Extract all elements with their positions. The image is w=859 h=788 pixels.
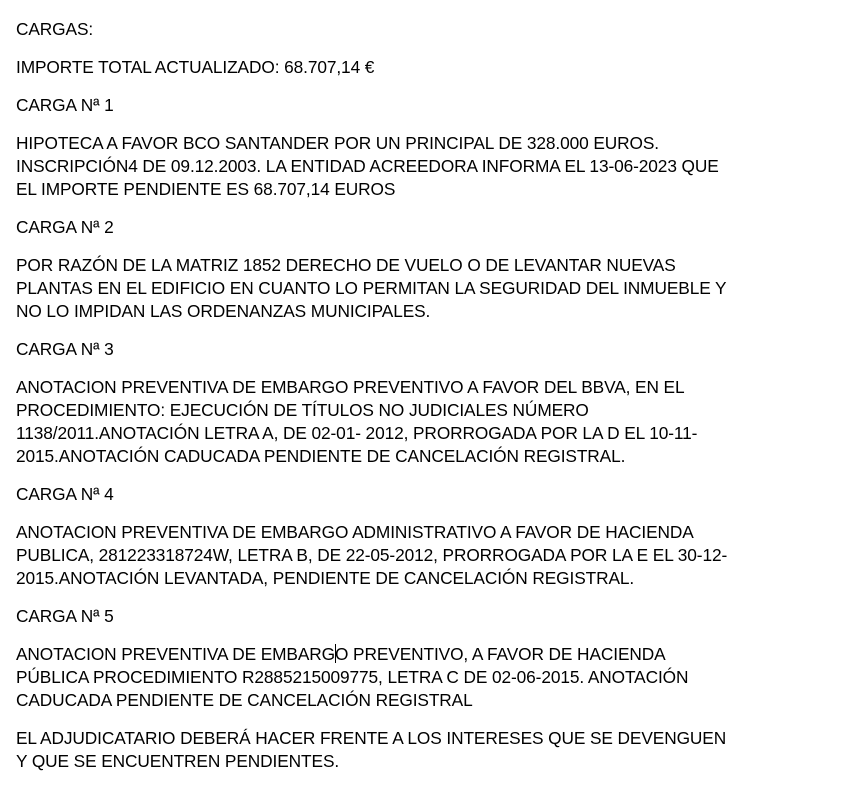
carga-1-line-2: INSCRIPCIÓN4 DE 09.12.2003. LA ENTIDAD ACREEDORA INFORMA EL 13-06-2023 QUE	[16, 156, 719, 176]
document-body[interactable]	[16, 18, 816, 788]
carga-1-line-1: HIPOTECA A FAVOR BCO SANTANDER POR UN PRINCIPAL DE 328.000 EUROS.	[16, 133, 660, 153]
importe-total: IMPORTE TOTAL ACTUALIZADO: 68.707,14 €	[16, 57, 375, 77]
carga-3-line-2: PROCEDIMIENTO: EJECUCIÓN DE TÍTULOS NO JUDICIALES NÚMERO	[16, 400, 589, 420]
carga-1-title: CARGA Nª 1	[16, 95, 114, 115]
carga-2-line-1: POR RAZÓN DE LA MATRIZ 1852 DERECHO DE VUELO O DE LEVANTAR NUEVAS	[16, 255, 676, 275]
carga-5-text	[16, 643, 816, 712]
carga-5-line-3: CADUCADA PENDIENTE DE CANCELACIÓN REGISTRAL	[16, 690, 473, 710]
carga-5-line-2: PÚBLICA PROCEDIMIENTO R2885215009775, LETRA C DE 02-06-2015. ANOTACIÓN	[16, 667, 689, 687]
carga-2-title: CARGA Nª 2	[16, 217, 114, 237]
carga-3-line-4: 2015.ANOTACIÓN CADUCADA PENDIENTE DE CANCELACIÓN REGISTRAL.	[16, 446, 626, 466]
carga-2-line-2: PLANTAS EN EL EDIFICIO EN CUANTO LO PERMITAN LA SEGURIDAD DEL INMUEBLE Y	[16, 278, 727, 298]
carga-5-line-1-before-cursor: ANOTACION PREVENTIVA DE EMBARG	[16, 644, 335, 664]
carga-2-text	[16, 254, 816, 323]
carga-5-title: CARGA Nª 5	[16, 606, 114, 626]
carga-5-line-1	[16, 643, 816, 666]
carga-3-line-1: ANOTACION PREVENTIVA DE EMBARGO PREVENTIVO A FAVOR DEL BBVA, EN EL	[16, 377, 685, 397]
carga-4-title: CARGA Nª 4	[16, 484, 114, 504]
carga-4-line-3: 2015.ANOTACIÓN LEVANTADA, PENDIENTE DE CANCELACIÓN REGISTRAL.	[16, 568, 635, 588]
closing-text	[16, 727, 816, 773]
carga-3-title: CARGA Nª 3	[16, 339, 114, 359]
carga-3-line-3: 1138/2011.ANOTACIÓN LETRA A, DE 02-01- 2012, PRORROGADA POR LA D EL 10-11-	[16, 423, 698, 443]
closing-line-1: EL ADJUDICATARIO DEBERÁ HACER FRENTE A LOS INTERESES QUE SE DEVENGUEN	[16, 728, 727, 748]
carga-1-text	[16, 132, 816, 201]
carga-4-line-1: ANOTACION PREVENTIVA DE EMBARGO ADMINISTRATIVO A FAVOR DE HACIENDA	[16, 522, 694, 542]
closing-line-2: Y QUE SE ENCUENTREN PENDIENTES.	[16, 751, 340, 771]
carga-2-line-3: NO LO IMPIDAN LAS ORDENANZAS MUNICIPALES.	[16, 301, 431, 321]
carga-5-line-1-after-cursor: O PREVENTIVO, A FAVOR DE HACIENDA	[335, 644, 666, 664]
carga-4-line-2: PUBLICA, 281223318724W, LETRA B, DE 22-05-2012, PRORROGADA POR LA E EL 30-12-	[16, 545, 728, 565]
carga-4-text	[16, 521, 816, 590]
carga-1-line-3: EL IMPORTE PENDIENTE ES 68.707,14 EUROS	[16, 179, 396, 199]
carga-3-text	[16, 376, 816, 468]
cargas-heading: CARGAS:	[16, 19, 94, 39]
